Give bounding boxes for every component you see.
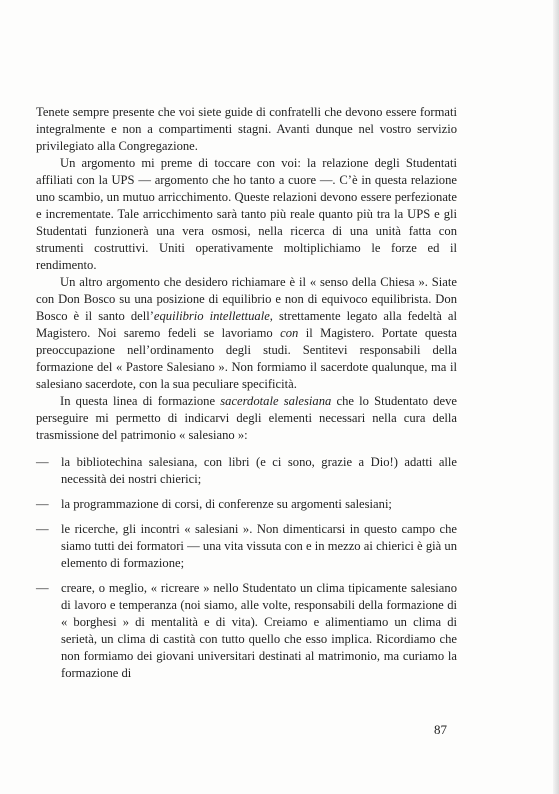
list-dash: — bbox=[36, 497, 49, 511]
list-item bbox=[36, 521, 457, 572]
spacer bbox=[36, 513, 457, 521]
body-text bbox=[36, 104, 457, 682]
list-item bbox=[36, 496, 457, 513]
page-edge-shadow bbox=[553, 0, 559, 794]
list-dash: — bbox=[36, 581, 49, 595]
list-item bbox=[36, 580, 457, 682]
spacer bbox=[36, 488, 457, 496]
paragraph-2: Un argomento mi preme di toccare con voi: la relazione degli Studentati affiliati con la UPS — argomento che ho tanto a cuore —. C’è in questa relazione uno scambio, un mutuo arricchimento. Queste relazioni devono essere perfezionate e incrementate. Tale arricchimento sarà tanto più reale quanto più tra la UPS e gli Studentati funzionerà una vera osmosi, nella ricerca di una unità fatta con strumenti costruttivi. Uniti operativamente moltiplichiamo le forze ed il rendimento. bbox=[36, 156, 457, 272]
paragraph-4-text-a: In questa linea di formazione bbox=[60, 394, 221, 408]
paragraph-1: Tenete sempre presente che voi siete guide di confratelli che devono essere formati integralmente e non a compartimenti stagni. Avanti dunque nel vostro servizio privilegiato alla Congregazione. bbox=[36, 105, 457, 153]
paragraph-3-text-c: il Magistero. Portate questa preoccupazione nell’ordinamento degli studi. Sentitevi responsabili della formazione del « Pastore Salesiano ». Non formiamo il sacerdote qualunque, ma il salesiano sacerdote, con la sua peculiare specificità. bbox=[36, 326, 457, 391]
paragraph-3-text-a: Un altro argomento che desidero richiamare è il « senso della Chiesa ». Siate con Don Bosco su una posizione di equilibrio e non di equivoco equilibrista. Don Bosco è il santo dell’ bbox=[36, 275, 457, 323]
list-item-text: le ricerche, gli incontri « salesiani ». Non dimenticarsi in questo campo che siamo tutti dei formatori — una vita vissuta con e in mezzo ai chierici è già un elemento di formazione; bbox=[61, 522, 457, 570]
spacer bbox=[36, 572, 457, 580]
list-dash: — bbox=[36, 455, 49, 469]
list-item-text: la programmazione di corsi, di conferenze su argomenti salesiani; bbox=[61, 497, 392, 511]
paragraph-4-text-b: che lo Studentato deve perseguire mi permetto di indicarvi degli elementi necessari nella cura della trasmissione del patrimonio « salesiano »: bbox=[36, 394, 457, 442]
list-dash: — bbox=[36, 522, 49, 536]
page-number: 87 bbox=[434, 722, 447, 737]
paragraph-4-italic-a: sacerdotale salesiana bbox=[220, 394, 332, 408]
paragraph-3-italic-b: con bbox=[280, 326, 299, 340]
paragraph-4 bbox=[36, 393, 457, 444]
list-item-text: la bibliotechina salesiana, con libri (e ci sono, grazie a Dio!) adatti alle necessità dei nostri chierici; bbox=[61, 455, 457, 486]
paragraph-3-italic-a: equilibrio intellettuale bbox=[153, 309, 270, 323]
paragraph-3-text-b: , strettamente legato alla fedeltà al Magistero. Noi saremo fedeli se lavoriamo bbox=[36, 309, 458, 340]
spacer bbox=[36, 444, 457, 454]
list-item bbox=[36, 454, 457, 488]
list-item-text: creare, o meglio, « ricreare » nello Studentato un clima tipicamente salesiano di lavoro e temperanza (noi siamo, alle volte, responsabili della formazione di « borghesi » di mentalità e di vita). Creiamo e alimentiamo un clima di serietà, un clima di castità con tutto quello che esso implica. Ricordiamo che non formiamo dei giovani universitari destinati al matrimonio, ma curiamo la formazione di bbox=[61, 581, 457, 680]
paragraph-3 bbox=[36, 274, 457, 393]
